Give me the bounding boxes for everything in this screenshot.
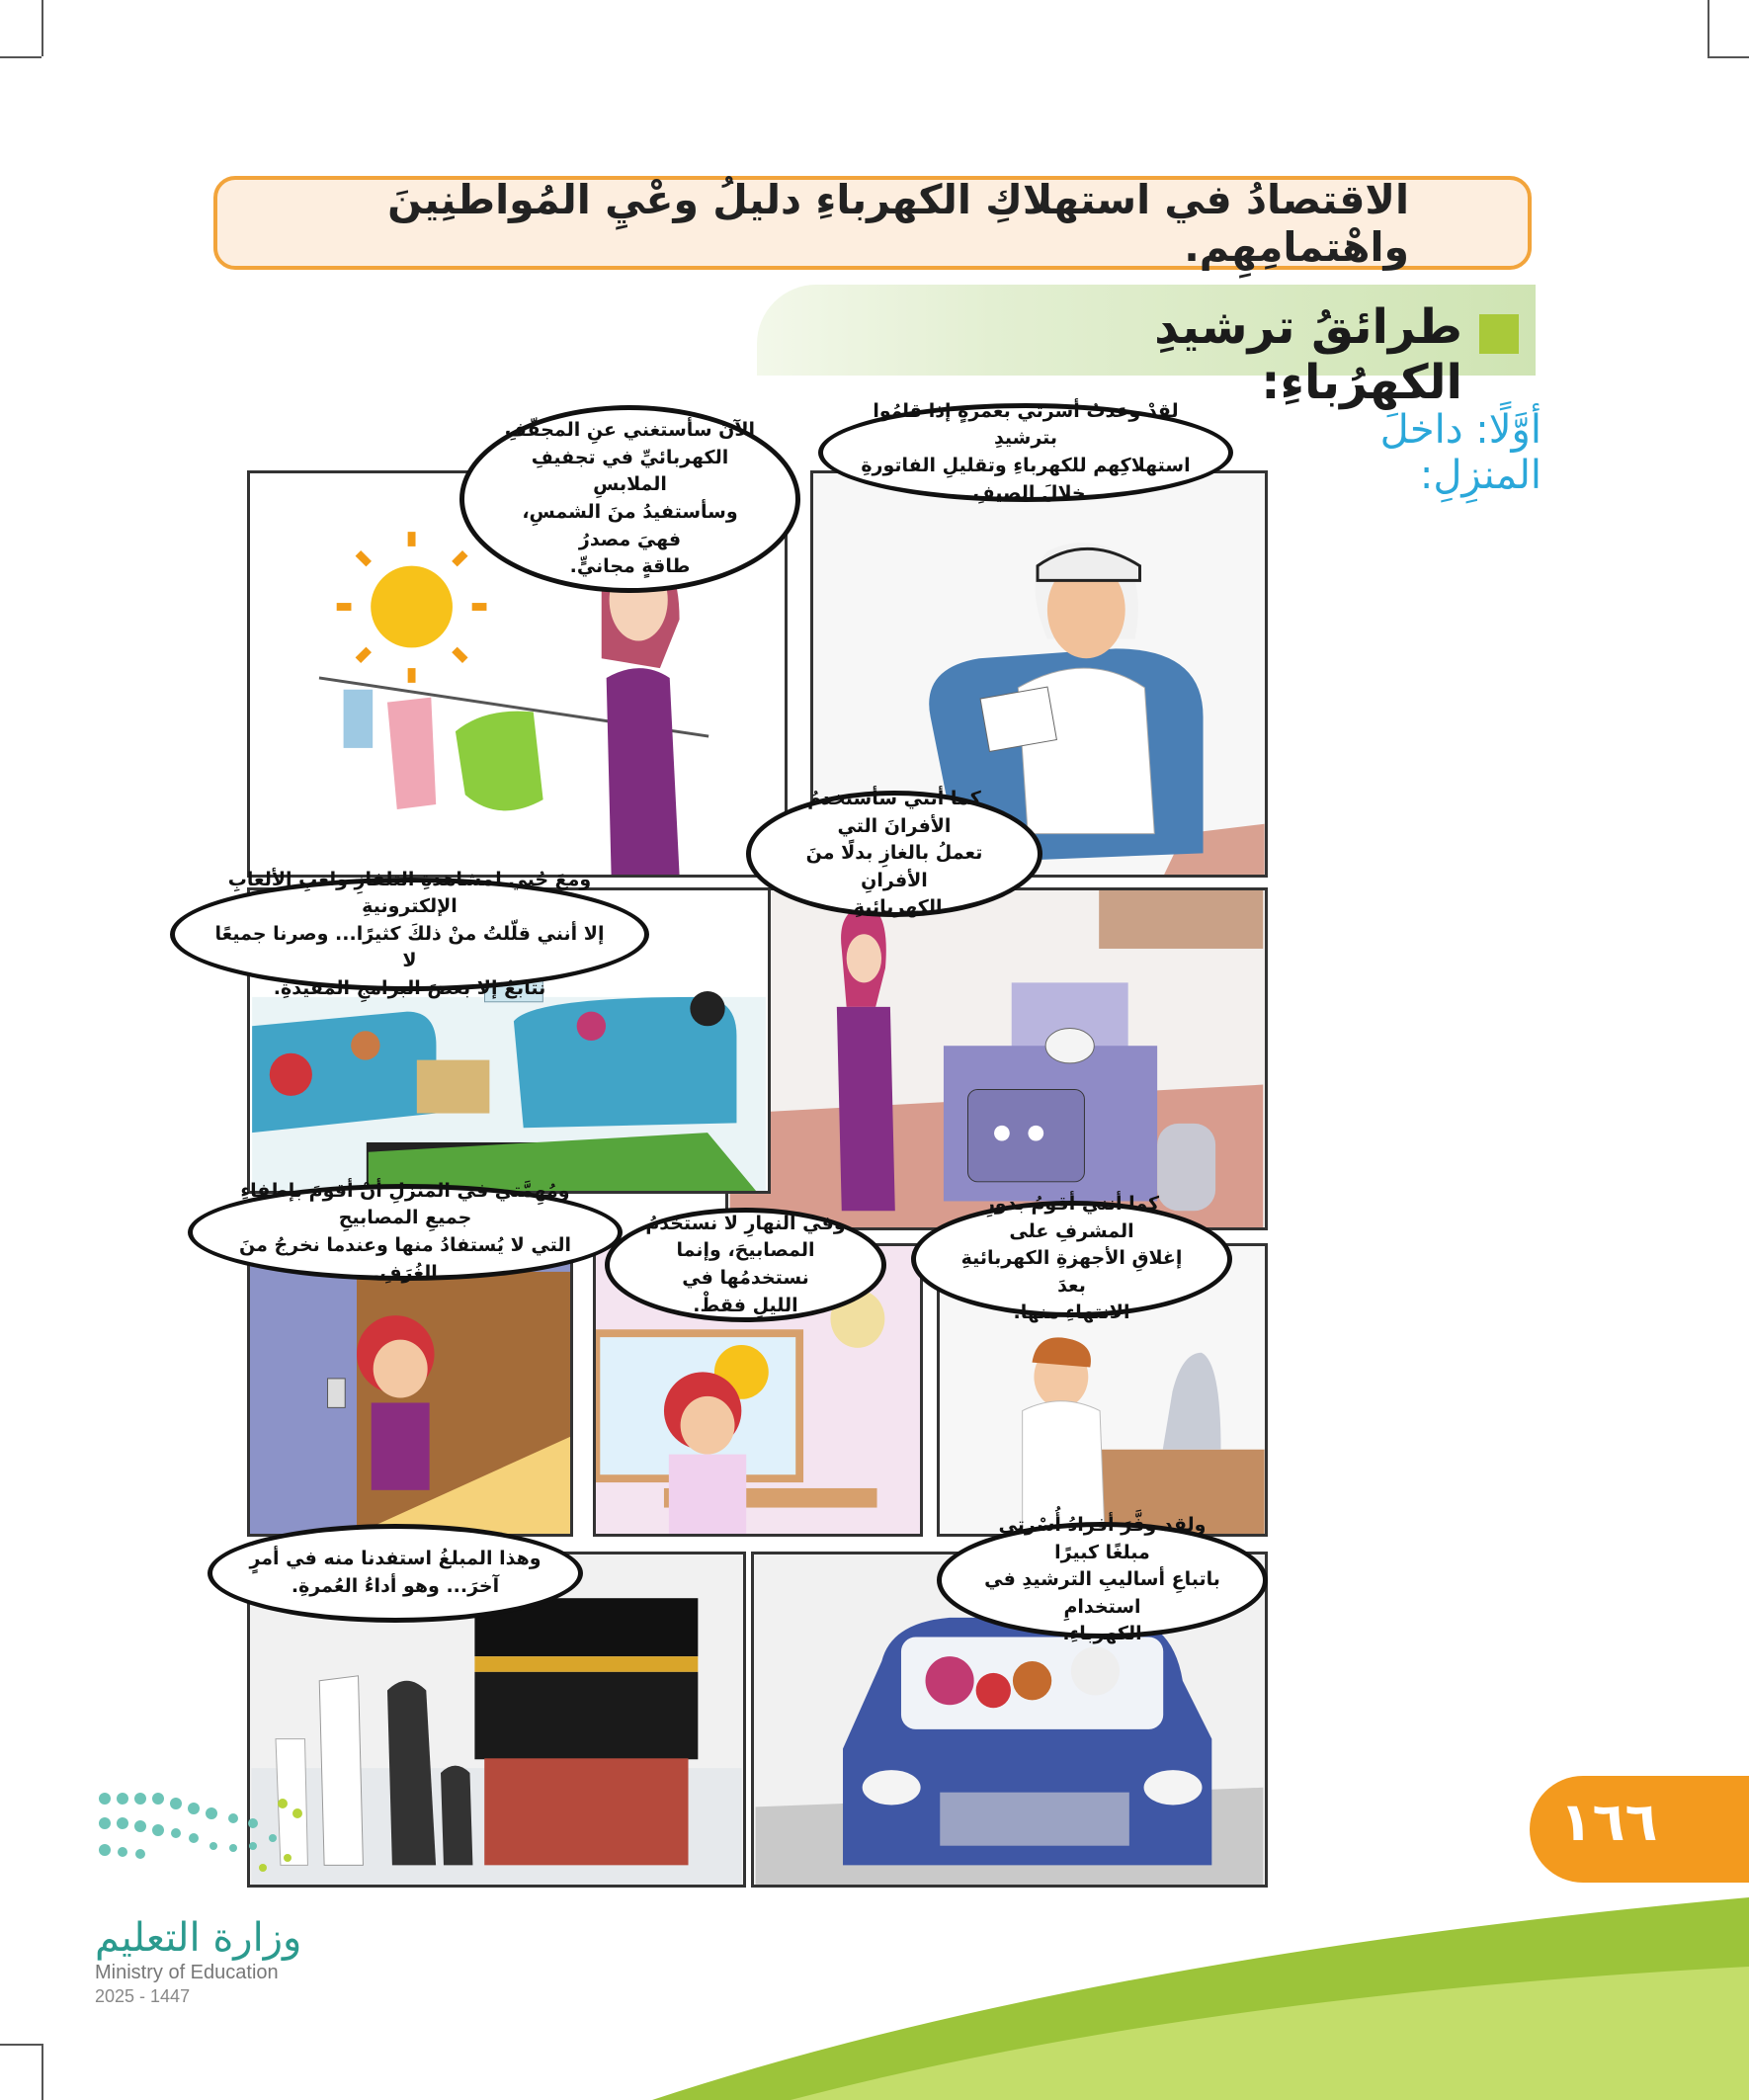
speech-bubble-boy-devices — [911, 1193, 1232, 1324]
speech-bubble-girl-daylight — [605, 1208, 886, 1322]
ministry-logo-icon — [95, 1779, 312, 1888]
bubble-line: إغلاقِ الأجهزةِ الكهربائيةِ بعدَ — [960, 1247, 1183, 1297]
bubble-line: الكهرباءِ. — [1062, 1623, 1142, 1645]
speech-bubble-mother-oven — [746, 788, 1042, 919]
crop-mark — [1707, 0, 1709, 56]
bubble-line: الكهربائيِّ في تجفيفِ الملابسِ — [531, 446, 729, 496]
bubble-line: طاقةٍ مجانيٍّ. — [569, 555, 691, 578]
bubble-line: المصابيحَ، وإنما نستخدمُها في — [676, 1239, 815, 1289]
bubble-line: الليلِ فقطْ. — [693, 1294, 798, 1316]
bubble-line: وهذا المبلغُ استفدنا منه في أمرٍ — [249, 1548, 541, 1570]
bubble-line: وفي النهارِ لا نستخدمُ — [645, 1212, 846, 1234]
bubble-line: ومعَ حُبي لمشاهدةِ التلفازِ ولعبِ الألعابِ الإلكترونيةِ — [227, 868, 592, 918]
bubble-line: الآنَ سأستغني عنِ المجفّفِ — [504, 419, 756, 442]
bubble-line: تعملُ بالغازِ بدلًا منَ الأفرانِ — [805, 842, 983, 891]
bubble-line: وسأستفيدُ منَ الشمسِ، فهيَ مصدرُ — [522, 501, 738, 550]
gas-oven-illustration — [728, 890, 1265, 1227]
speech-bubble-savings — [937, 1514, 1268, 1645]
speech-bubble-mother-laundry — [459, 405, 800, 593]
speech-bubble-girl-lights — [188, 1179, 623, 1284]
bubble-line: الانتهاءِ منها. — [1013, 1302, 1130, 1324]
section-bullet-icon — [1479, 314, 1519, 354]
ministry-logo-arabic: وزارة التعليم — [95, 1915, 302, 1961]
footer-wave-decoration — [0, 1878, 1749, 2100]
crop-mark — [42, 0, 43, 56]
bubble-line: استهلاكِهم للكهرباءِ وتقليلِ الفاتورةِ خلالَ الصيفِ. — [861, 455, 1191, 504]
bubble-line: التي لا يُستفادُ منها وعندما نخرجُ منَ الغُرَفِ. — [238, 1234, 572, 1284]
section-title: طرائقُ ترشيدِ الكهرُباءِ: — [1154, 299, 1462, 410]
comic-panel-gas-oven — [725, 887, 1268, 1230]
bubble-line: لقدْ وعدتُ أسرتي بعمرةٍ إذا قامُوا بترشيدِ — [873, 399, 1179, 450]
bubble-line: الكهربائيةِ. — [846, 896, 943, 919]
ministry-logo-english: Ministry of Education — [95, 1962, 279, 1983]
bubble-line: آخرَ... وهو أداءُ العُمرةِ. — [291, 1575, 500, 1597]
speech-bubble-son-tv — [170, 868, 649, 999]
speech-bubble-umrah — [208, 1524, 583, 1623]
page-number: ١٦٦ — [1559, 1791, 1658, 1853]
bubble-line: ولقد وفَّرَ أفرادُ أُسْرتي مبلغًا كبيرًا — [998, 1514, 1207, 1563]
crop-mark — [0, 56, 42, 58]
crop-mark — [1707, 56, 1749, 58]
speech-bubble-father — [818, 399, 1233, 504]
bubble-line: كما أنني أقومُ بدورِ المشرفِ على — [983, 1193, 1160, 1242]
bubble-line: كما أنني سأستخدمُ الأفرانَ التي — [807, 788, 981, 837]
bubble-line: باتباعِ أساليبِ الترشيدِ في استخدامِ — [984, 1568, 1220, 1618]
subtitle-inside-home: أوَّلًا: داخلَ المنزِلِ: — [1379, 407, 1541, 498]
edition-year: 2025 - 1447 — [95, 1986, 191, 2006]
banner-text: الاقتصادُ في استهلاكِ الكهرباءِ دليلُ وعْيِ المُواطنِينَ واهْتمامِهِم. — [387, 175, 1409, 271]
bubble-line: ومُهِمَّتي في المنزلِ أنْ أقومَ بإطفاءِ جميعِ المصابيحِ — [240, 1179, 570, 1229]
bubble-line: نتابعُ إلا بعضَ البرامجِ المفيدةِ. — [273, 976, 546, 999]
key-idea-banner — [213, 176, 1532, 270]
bubble-line: إلا أنني قلّلتُ منْ ذلكَ كثيرًا... وصرنا جميعًا لا — [214, 922, 605, 972]
